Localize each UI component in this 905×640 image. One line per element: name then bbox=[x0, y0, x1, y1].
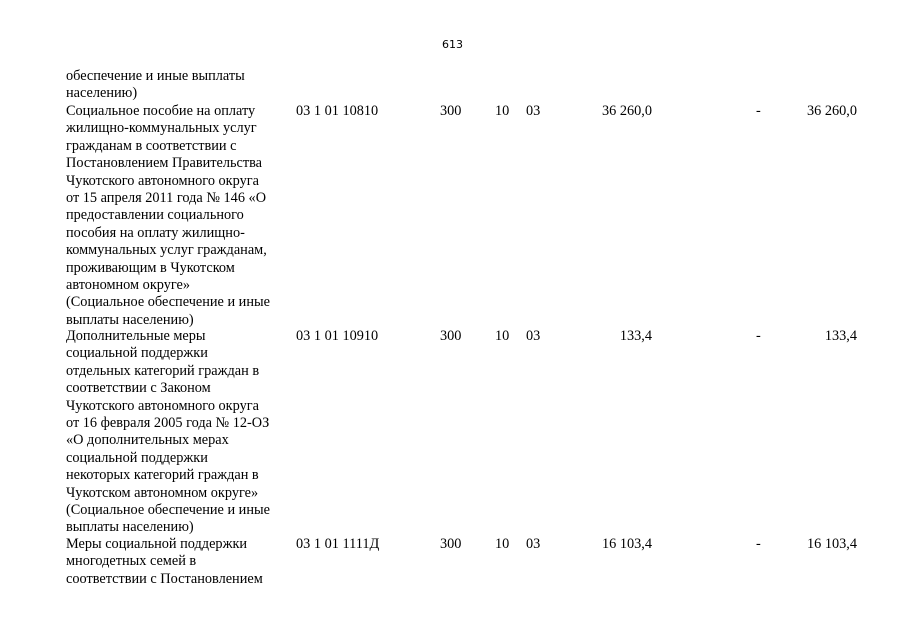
target-article-code: 03 1 01 1111Д bbox=[296, 536, 380, 552]
target-article-code: 03 1 01 10810 bbox=[296, 103, 379, 119]
row-description: Дополнительные меры социальной поддержки отдельных категорий граждан в соответствии с Законом Чукотского автономного округа от 16 февраля 2005 года № 12-ОЗ «О дополнительных мерах социальной поддержки некоторых категорий граждан в Чукотском автономном округе» (Социальное обеспечение и иные выплаты населению) bbox=[66, 328, 270, 536]
amount-total: 16 103,4 bbox=[601, 536, 652, 552]
amount-regional: 16 103,4 bbox=[806, 536, 857, 552]
subsection-code: 03 bbox=[526, 103, 541, 119]
row-description: Меры социальной поддержки многодетных семей в соответствии с Постановлением bbox=[66, 536, 263, 587]
page-number: 613 bbox=[442, 38, 463, 51]
amount-federal: - bbox=[756, 328, 761, 344]
continuation-text-line-2: населению) bbox=[66, 85, 138, 101]
amount-total: 36 260,0 bbox=[601, 103, 652, 119]
target-article-code: 03 1 01 10910 bbox=[296, 328, 379, 344]
section-code: 10 bbox=[495, 328, 510, 344]
amount-regional: 133,4 bbox=[824, 328, 857, 344]
amount-federal: - bbox=[756, 536, 761, 552]
expense-type-code: 300 bbox=[440, 328, 462, 344]
amount-total: 133,4 bbox=[619, 328, 652, 344]
expense-type-code: 300 bbox=[440, 536, 462, 552]
amount-regional: 36 260,0 bbox=[806, 103, 857, 119]
subsection-code: 03 bbox=[526, 328, 541, 344]
amount-federal: - bbox=[756, 103, 761, 119]
subsection-code: 03 bbox=[526, 536, 541, 552]
section-code: 10 bbox=[495, 103, 510, 119]
continuation-text-line-1: обеспечение и иные выплаты bbox=[66, 68, 245, 84]
section-code: 10 bbox=[495, 536, 510, 552]
row-description: Социальное пособие на оплату жилищно-коммунальных услуг гражданам в соответствии с Постановлением Правительства Чукотского автономного округа от 15 апреля 2011 года № 146 «О предоставлении социального пособия на оплату жилищно- коммунальных услуг гражданам, проживающим в Чукотском автономном округе» (Социальное обеспечение и иные выплаты населению) bbox=[66, 103, 270, 328]
expense-type-code: 300 bbox=[440, 103, 462, 119]
